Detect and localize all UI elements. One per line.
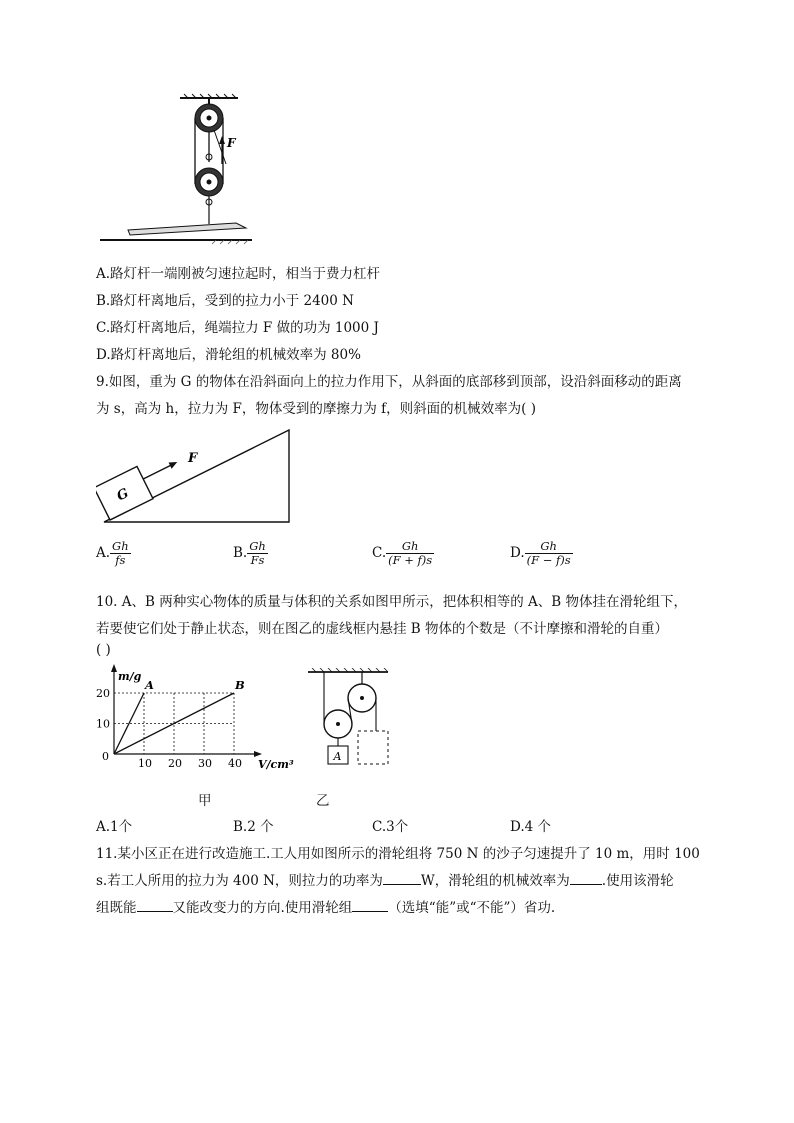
q9-option-b: B. $\frac{Gh}{Fs}$ (233, 539, 266, 568)
x-tick-label: 20 (168, 757, 182, 770)
incline-force-label: F (188, 451, 198, 466)
q10-option-c: C.3个 (372, 819, 409, 835)
q10-option-b: B.2 个 (233, 819, 274, 835)
blank-power[interactable] (383, 872, 421, 885)
mass-volume-chart (96, 664, 296, 774)
q9-stem-line1: 9.如图，重为 G 的物体在沿斜面向上的拉力作用下，从斜面的底部移到顶部，设沿斜面移动的距离 (96, 374, 682, 390)
y-tick-label: 20 (96, 687, 110, 700)
q8-option-c: C.路灯杆离地后，绳端拉力 F 做的功为 1000 J (96, 320, 379, 336)
blank-efficiency[interactable] (570, 872, 602, 885)
blank-advantage[interactable] (137, 899, 173, 912)
q11-stem-line2: s.若工人所用的拉力为 400 N，则拉力的功率为 W，滑轮组的机械效率为 .使用该滑轮 (96, 873, 674, 889)
q9-option-a: A. $\frac{Gh}{fs}$ (96, 539, 129, 568)
x-tick-label: 10 (138, 757, 152, 770)
q9-option-c: C. $\frac{Gh}{(F + f)s}$ (372, 539, 433, 568)
series-label-A: A (145, 678, 154, 692)
q10-option-a: A.1个 (96, 819, 133, 835)
pulley-force-label: F (227, 136, 236, 150)
caption-jia: 甲 (198, 793, 212, 809)
caption-yi: 乙 (316, 793, 330, 809)
q10-option-d: D.4 个 (510, 819, 552, 835)
q11-stem-line1: 11.某小区正在进行改造施工.工人用如图所示的滑轮组将 750 N 的沙子匀速提升了 10 m，用时 100 (96, 846, 700, 862)
q11-stem-line3: 组既能 又能改变力的方向.使用滑轮组 （选填“能”或“不能”）省功. (96, 900, 556, 916)
incline-figure (96, 426, 296, 526)
pulley-lamp-pole-figure (96, 92, 256, 247)
q8-option-d: D.路灯杆离地后，滑轮组的机械效率为 80% (96, 347, 361, 363)
q10-stem-line2: 若要使它们处于静止状态，则在图乙的虚线框内悬挂 B 物体的个数是（不计摩擦和滑轮的自重） (96, 621, 669, 637)
origin-label: 0 (102, 750, 109, 763)
q10-stem-line1: 10. A、B 两种实心物体的质量与体积的关系如图甲所示，把体积相等的 A、B 物体挂在滑轮组下， (96, 594, 687, 610)
x-tick-label: 30 (198, 757, 212, 770)
incline-block-label: G (114, 486, 132, 505)
series-label-B: B (235, 678, 245, 692)
x-tick-label: 40 (228, 757, 242, 770)
box-a-label: A (333, 750, 342, 763)
y-tick-label: 10 (96, 717, 110, 731)
q9-option-d: D. $\frac{Gh}{(F - f)s}$ (510, 539, 571, 568)
y-axis-label: m/g (118, 670, 142, 683)
x-axis-label: V/cm³ (258, 758, 294, 771)
blank-save-work[interactable] (352, 899, 388, 912)
q8-option-b: B.路灯杆离地后，受到的拉力小于 2400 N (96, 293, 354, 309)
q8-option-a: A.路灯杆一端刚被匀速拉起时，相当于费力杠杆 (96, 266, 381, 282)
pulley-system-figure (306, 668, 396, 772)
q9-stem-line2: 为 s，高为 h，拉力为 F，物体受到的摩擦力为 f，则斜面的机械效率为( ) (96, 401, 536, 417)
q10-stem-line3: ( ) (96, 642, 111, 658)
dashed-box (358, 731, 388, 764)
